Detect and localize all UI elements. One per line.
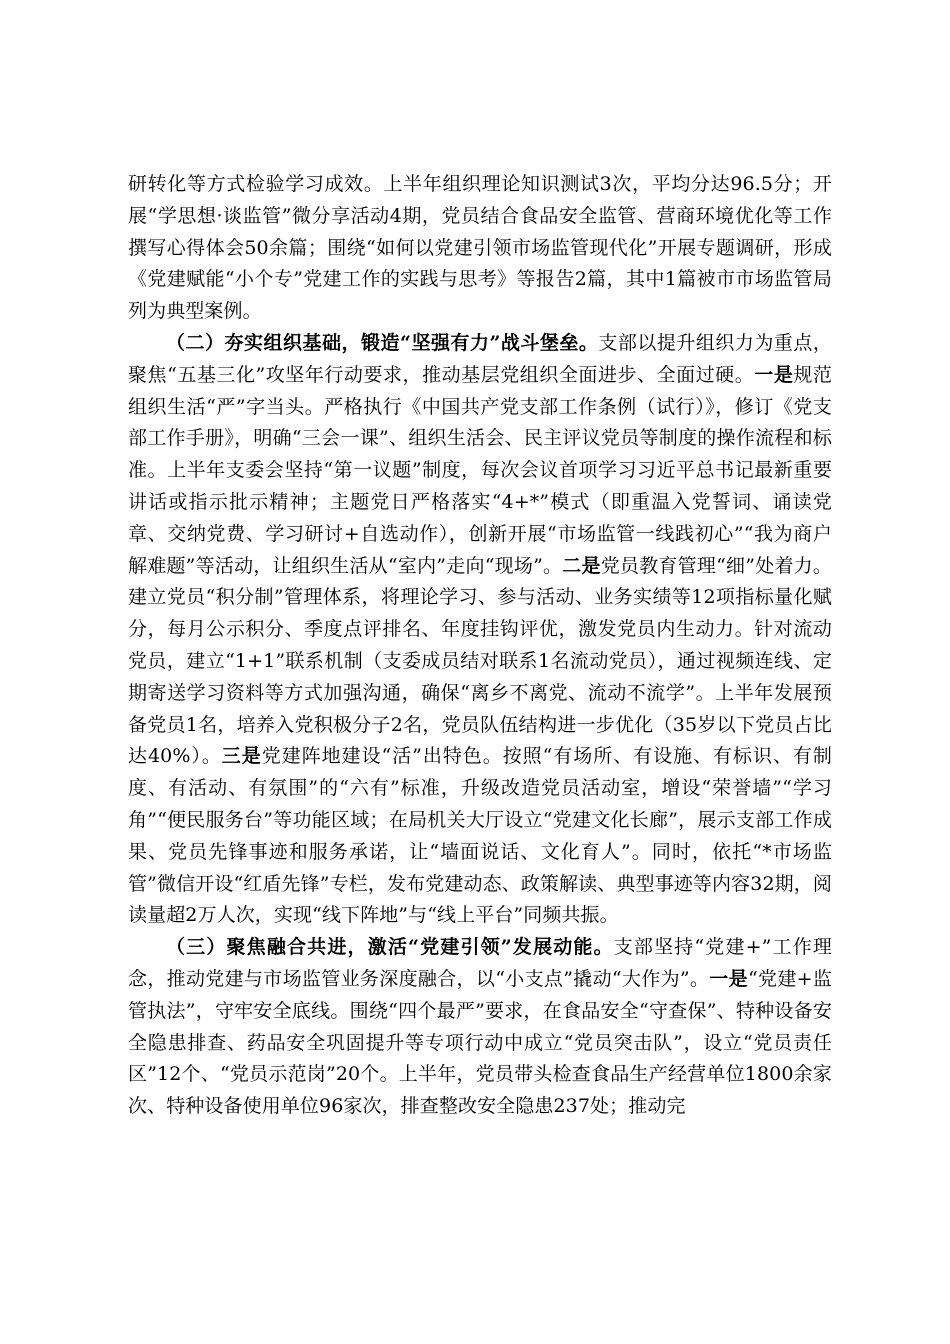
body-text: 规范组织生活“严”字当头。严格执行《中国共产党支部工作条例（试行）》，修订《党支部工作手册》，明确“三会一课”、组织生活会、民主评议党员等制度的操作流程和标准。上半年支委会坚持“第一议题”制度，每次会议首项学习习近平总书记最新重要讲话或指示批示精神；主题党日严格落实“4+*”模式（即重温入党誓词、诵读党章、交纳党费、学习研讨+自选动作），创新开展“市场监管一线践初心”“我为商户解难题”等活动，让组织生活从“室内”走向“现场”。 [128,363,833,577]
item-marker: 二是 [562,554,601,577]
body-text: 研转化等方式检验学习成效。上半年组织理论知识测试3次，平均分达96.5分；开展“学思想·谈监管”微分享活动4期，党员结合食品安全监管、营商环境优化等工作撰写心得体会50余篇；围绕“如何以党建引领市场监管现代化”开展专题调研，形成《党建赋能“小个专”党建工作的实践与思考》等报告2篇，其中1篇被市市场监管局列为典型案例。 [128,173,832,323]
body-text: 党员教育管理“细”处着力。建立党员“积分制”管理体系，将理论学习、参与活动、业务实绩等12项指标量化赋分，每月公示积分、季度点评排名、年度挂钩评优，激发党员内生动力。针对流动党员，建立“1+1”联系机制（支委成员结对联系1名流动党员），通过视频连线、定期寄送学习资料等方式加强沟通，确保“离乡不离党、流动不流学”。上半年发展预备党员1名，培养入党积极分子2名，党员队伍结构进一步优化（35岁以下党员占比达40%）。 [128,554,832,768]
item-marker: 三是 [221,745,262,768]
item-marker: 一是 [754,363,794,386]
paragraph-section-two [128,328,832,932]
body-text: 支部以提升组织力为重点，聚焦“五基三化”攻坚年行动要求，推动基层党组织全面进步、全面过硬。 [128,331,832,386]
section-heading: （三）聚焦融合共进，激活“党建引领”发展动能。 [166,936,614,959]
body-text: 党建阵地建设“活”出特色。按照“有场所、有设施、有标识、有制度、有活动、有氛围”的“六有”标准，升级改造党员活动室，增设“荣誉墙”“学习角”“便民服务台”等功能区域；在局机关大厅设立“党建文化长廊”，展示支部工作成果、党员先锋事迹和服务承诺，让“墙面说话、文化育人”。同时，依托“*市场监管”微信开设“红盾先锋”专栏，发布党建动态、政策解读、典型事迹等内容32期，阅读量超2万人次，实现“线下阵地”与“线上平台”同频共振。 [128,745,832,927]
body-text: “党建+监管执法”，守牢安全底线。围绕“四个最严”要求，在食品安全“守查保”、特种设备安全隐患排查、药品安全巩固提升等专项行动中成立“党员突击队”，设立“党员责任区”12个、“党员示范岗”20个。上半年，党员带头检查食品生产经营单位1800余家次、特种设备使用单位96家次，排查整改安全隐患237处；推动完 [128,967,832,1118]
section-heading: （二）夯实组织基础，锻造“坚强有力”战斗堡垒。 [166,331,599,354]
paragraph-continuation [128,169,832,328]
paragraph-section-three [128,932,832,1123]
body-text: 支部坚持“党建+”工作理念，推动党建与市场监管业务深度融合，以“小支点”撬动“大作为”。 [128,936,832,990]
document-body [128,169,832,1123]
item-marker: 一是 [709,967,748,990]
